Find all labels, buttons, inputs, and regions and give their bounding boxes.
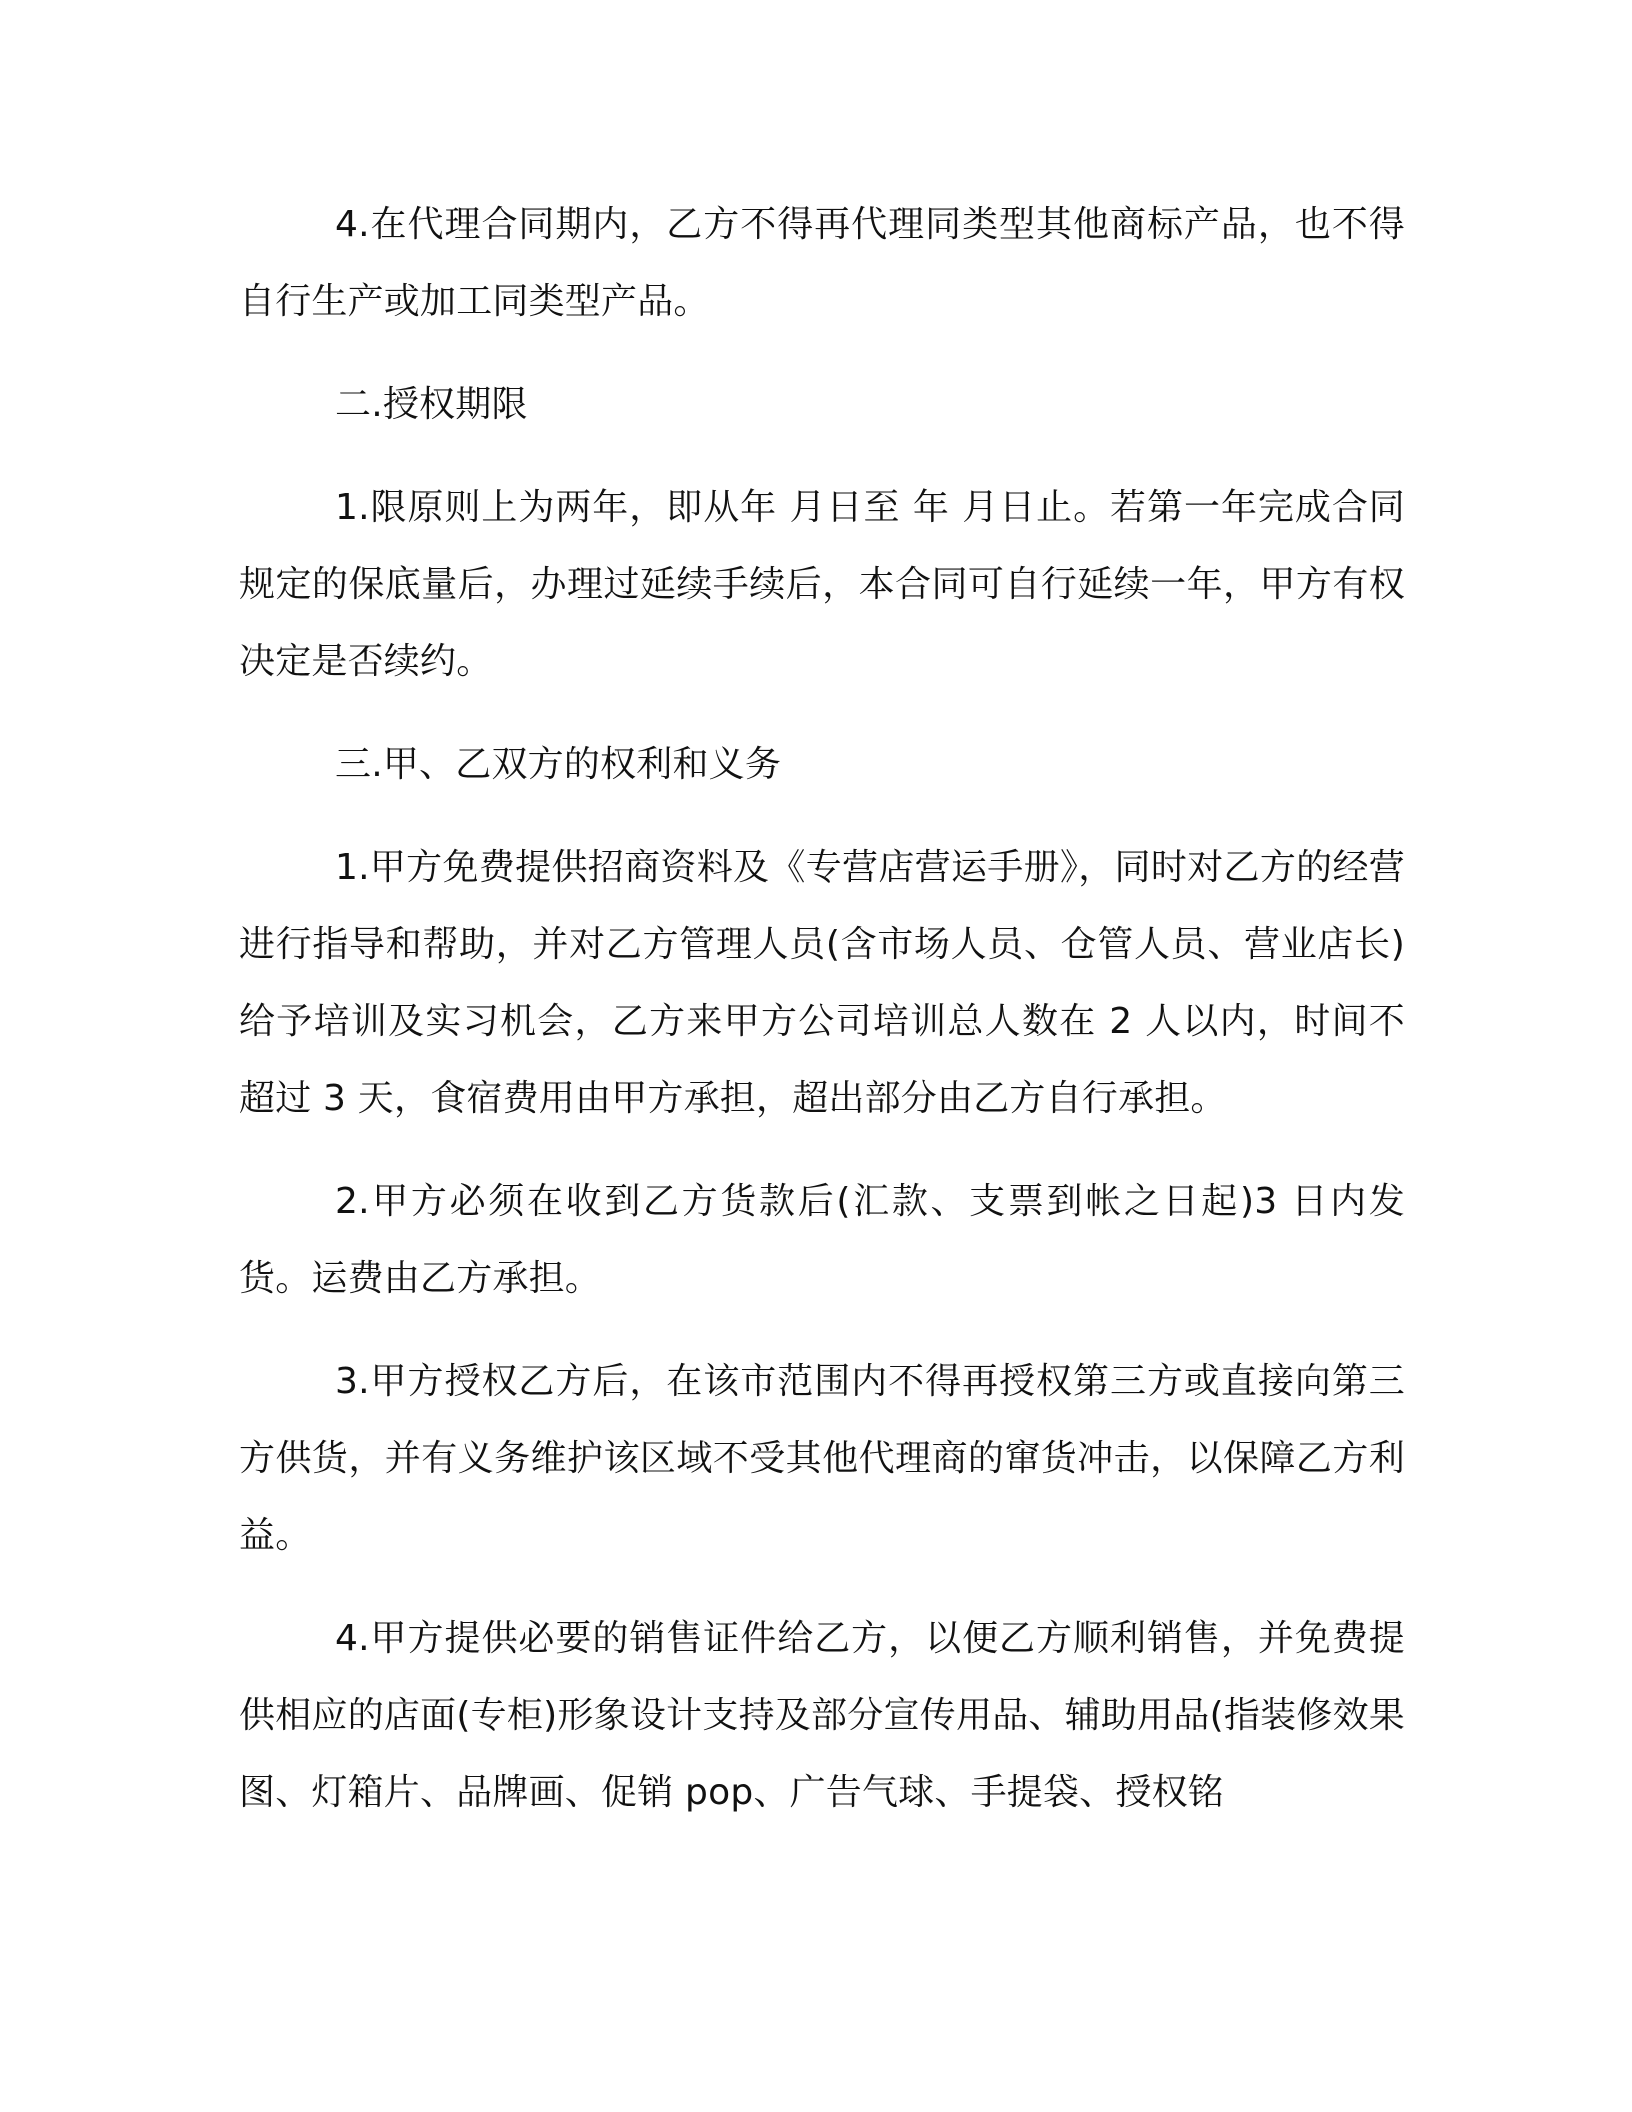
document-body — [239, 186, 1405, 1857]
clause-2-1-term: 1.限原则上为两年，即从年 月日至 年 月日止。若第一年完成合同规定的保底量后，办理过延续手续后，本合同可自行延续一年，甲方有权决定是否续约。 — [239, 487, 1405, 682]
section-heading-rights-obligations: 三.甲、乙双方的权利和义务 — [335, 744, 782, 785]
section-heading-authorization-period: 二.授权期限 — [335, 384, 528, 425]
clause-1-4-exclusivity: 4.在代理合同期内，乙方不得再代理同类型其他商标产品，也不得自行生产或加工同类型产品。 — [239, 204, 1405, 322]
clause-3-3-territory: 3.甲方授权乙方后，在该市范围内不得再授权第三方或直接向第三方供货，并有义务维护该区域不受其他代理商的窜货冲击，以保障乙方利益。 — [239, 1361, 1405, 1556]
clause-3-2-delivery: 2.甲方必须在收到乙方货款后(汇款、支票到帐之日起)3 日内发货。运费由乙方承担。 — [239, 1181, 1405, 1299]
clause-3-4-sales-support: 4.甲方提供必要的销售证件给乙方，以便乙方顺利销售，并免费提供相应的店面(专柜)形象设计支持及部分宣传用品、辅助用品(指装修效果图、灯箱片、品牌画、促销 pop、广告气球、手提袋、授权铭 — [239, 1618, 1405, 1813]
clause-3-1-training: 1.甲方免费提供招商资料及《专营店营运手册》，同时对乙方的经营进行指导和帮助，并对乙方管理人员(含市场人员、仓管人员、营业店长)给予培训及实习机会，乙方来甲方公司培训总人数在 2 人以内，时间不超过 3 天，食宿费用由甲方承担，超出部分由乙方自行承担。 — [239, 847, 1405, 1119]
